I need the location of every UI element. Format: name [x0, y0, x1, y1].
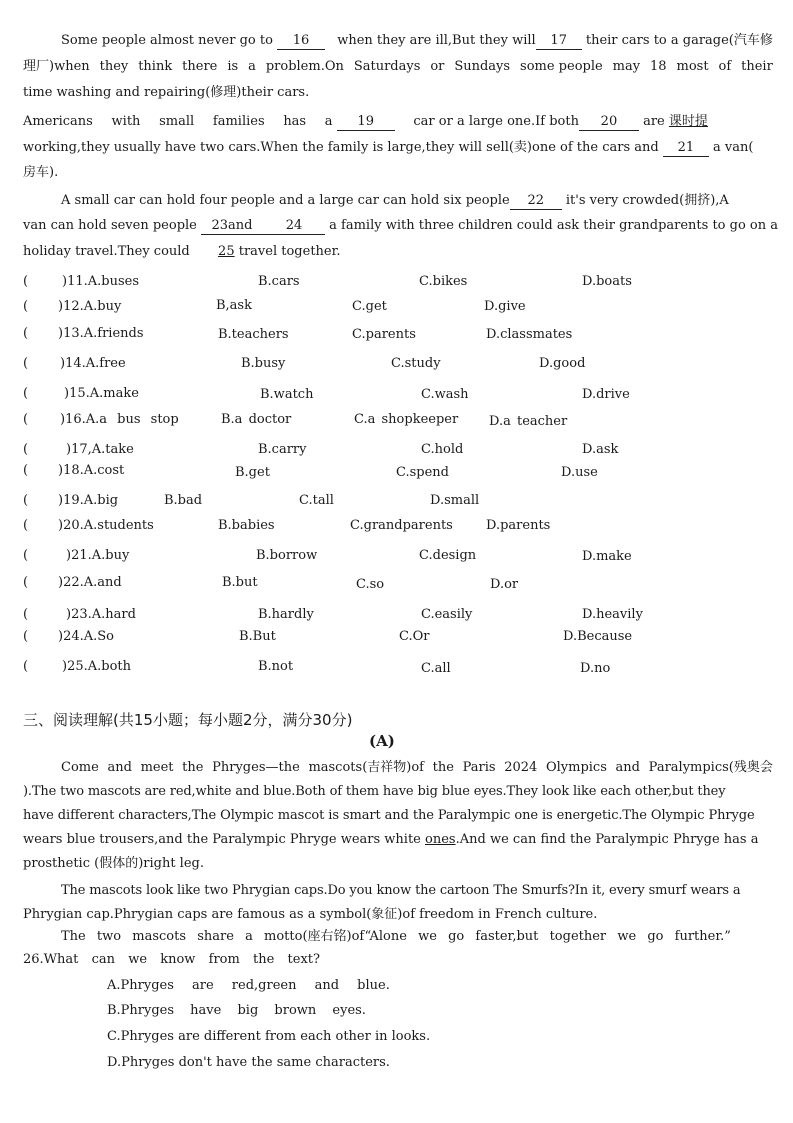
- option-a[interactable]: )18.A.cost: [58, 463, 125, 478]
- option-c[interactable]: C.hold: [421, 442, 464, 457]
- reading-p1-line2: ).The two mascots are red,white and blue.Both of them have big blue eyes.They look like each other,but they: [23, 784, 726, 799]
- option-a[interactable]: )25.A.both: [62, 659, 132, 674]
- option-d[interactable]: D.good: [539, 356, 586, 371]
- option-d[interactable]: D.a teacher: [489, 414, 568, 429]
- option-b[interactable]: B.cars: [258, 274, 300, 289]
- option-d[interactable]: D.or: [490, 577, 519, 592]
- option-b[interactable]: B.teachers: [218, 327, 289, 342]
- option-d[interactable]: D.ask: [582, 442, 619, 457]
- option-c[interactable]: C.study: [391, 356, 441, 371]
- option-c[interactable]: C.all: [421, 661, 451, 676]
- answer-paren[interactable]: (: [23, 386, 29, 401]
- option-a[interactable]: )14.A.free: [60, 356, 126, 371]
- blank-22[interactable]: 22: [510, 193, 562, 210]
- option-c[interactable]: C.bikes: [419, 274, 468, 289]
- option-b[interactable]: B.hardly: [258, 607, 314, 622]
- question-26-stem: 26.What can we know from the text?: [23, 952, 320, 967]
- answer-paren[interactable]: (: [23, 463, 29, 478]
- option-c[interactable]: C.design: [419, 548, 477, 563]
- option-b[interactable]: B.But: [239, 629, 276, 644]
- option-c[interactable]: C.easily: [421, 607, 473, 622]
- answer-paren[interactable]: (: [23, 356, 29, 371]
- option-a[interactable]: )12.A.buy: [58, 299, 122, 314]
- cloze-p1-line1: Some people almost never go to 16 when they are ill,But they will 17 their cars to a garage(汽车修: [61, 33, 773, 48]
- option-b[interactable]: B.bad: [164, 493, 203, 508]
- answer-paren[interactable]: (: [23, 493, 29, 508]
- passage-label: (A): [369, 732, 395, 750]
- reading-p1-line4: wears blue trousers,and the Paralympic Phryge wears white ones.And we can find the Paralympic Phryge has a: [23, 832, 759, 847]
- blank-23[interactable]: 23and: [201, 218, 263, 235]
- option-a[interactable]: )13.A.friends: [58, 326, 144, 341]
- option-b[interactable]: B.get: [235, 465, 270, 480]
- option-d[interactable]: D.drive: [582, 387, 630, 402]
- option-c[interactable]: C.Or: [399, 629, 430, 644]
- cloze-p2-line3: 房车).: [23, 165, 59, 180]
- option-c[interactable]: C.a shopkeeper: [354, 412, 459, 427]
- option-a[interactable]: )23.A.hard: [66, 607, 136, 622]
- blank-16[interactable]: 16: [277, 33, 325, 50]
- option-b[interactable]: B.a doctor: [221, 412, 292, 427]
- option-c[interactable]: C.grandparents: [350, 518, 453, 533]
- blank-17[interactable]: 17: [536, 33, 582, 50]
- option-a[interactable]: )24.A.So: [58, 629, 114, 644]
- option-d[interactable]: D.parents: [486, 518, 551, 533]
- answer-paren[interactable]: (: [23, 518, 29, 533]
- option-d[interactable]: D.Because: [563, 629, 633, 644]
- option-a[interactable]: )19.A.big: [58, 493, 119, 508]
- answer-paren[interactable]: (: [23, 548, 29, 563]
- reading-p1-line3: have different characters,The Olympic mascot is smart and the Paralympic one is energetic.The Olympic Phryge: [23, 808, 755, 823]
- option-c[interactable]: C.get: [352, 299, 387, 314]
- option-d[interactable]: D.make: [582, 549, 632, 564]
- answer-paren[interactable]: (: [23, 412, 29, 427]
- option-a[interactable]: )22.A.and: [58, 575, 122, 590]
- blank-21[interactable]: 21: [663, 140, 709, 157]
- option-d[interactable]: D.classmates: [486, 327, 573, 342]
- q26-option-d[interactable]: D.Phryges don't have the same characters.: [107, 1055, 390, 1070]
- blank-20[interactable]: 20: [579, 114, 639, 131]
- q26-option-c[interactable]: C.Phryges are different from each other in looks.: [107, 1029, 431, 1044]
- cloze-p1-line2: 理厂)when they think there is a problem.On Saturdays or Sundays some people may 18 most of their: [23, 59, 773, 74]
- option-b[interactable]: B.carry: [258, 442, 307, 457]
- cloze-p2-line1: Americans with small families has a 19 car or a large one.If both 20 are 课时提: [23, 114, 708, 129]
- option-a[interactable]: )20.A.students: [58, 518, 154, 533]
- cloze-p3-line1: A small car can hold four people and a large car can hold six people 22 it's very crowded(拥挤),A: [61, 193, 729, 208]
- answer-paren[interactable]: (: [23, 442, 29, 457]
- reading-p2-line1: The mascots look like two Phrygian caps.Do you know the cartoon The Smurfs?In it, every smurf wears a: [61, 883, 741, 898]
- option-c[interactable]: C.parents: [352, 327, 416, 342]
- cloze-p2-line2: working,they usually have two cars.When the family is large,they will sell(卖)one of the cars and 21 a van(: [23, 140, 754, 155]
- option-d[interactable]: D.boats: [582, 274, 632, 289]
- cloze-p3-line3: holiday travel.They could 25 travel together.: [23, 244, 341, 259]
- option-a[interactable]: )21.A.buy: [66, 548, 130, 563]
- reading-p1-line1: Come and meet the Phryges—the mascots(吉祥物)of the Paris 2024 Olympics and Paralympics(残奥会: [61, 760, 773, 775]
- option-a[interactable]: )15.A.make: [64, 386, 139, 401]
- option-a[interactable]: )16.A.a bus stop: [60, 412, 179, 427]
- option-c[interactable]: C.wash: [421, 387, 469, 402]
- answer-paren[interactable]: (: [23, 274, 29, 289]
- reading-p1-line5: prosthetic (假体的)right leg.: [23, 856, 204, 871]
- option-b[interactable]: B.watch: [260, 387, 314, 402]
- option-c[interactable]: C.spend: [396, 465, 449, 480]
- option-b[interactable]: B.not: [258, 659, 294, 674]
- option-b[interactable]: B.borrow: [256, 548, 318, 563]
- option-b[interactable]: B.but: [222, 575, 258, 590]
- underlined-word: ones: [425, 832, 456, 847]
- option-b[interactable]: B,ask: [216, 298, 252, 313]
- blank-25[interactable]: 25: [218, 244, 235, 259]
- option-a[interactable]: )17,A.take: [66, 442, 134, 457]
- option-d[interactable]: D.use: [561, 465, 598, 480]
- section-heading: 三、阅读理解(共15小题；每小题2分，满分30分): [23, 711, 353, 729]
- option-b[interactable]: B.babies: [218, 518, 275, 533]
- answer-paren[interactable]: (: [23, 299, 29, 314]
- reading-p3-line1: The two mascots share a motto(座右铭)of“Alone we go faster,but together we go further.”: [61, 929, 731, 944]
- answer-paren[interactable]: (: [23, 607, 29, 622]
- answer-paren[interactable]: (: [23, 629, 29, 644]
- cloze-p1-line3: time washing and repairing(修理)their cars.: [23, 85, 310, 100]
- option-d[interactable]: D.give: [484, 299, 526, 314]
- answer-paren[interactable]: (: [23, 659, 29, 674]
- option-b[interactable]: B.busy: [241, 356, 286, 371]
- q26-option-b[interactable]: B.Phryges have big brown eyes.: [107, 1003, 366, 1018]
- answer-paren[interactable]: (: [23, 575, 29, 590]
- option-d[interactable]: D.small: [430, 493, 480, 508]
- option-c[interactable]: C.tall: [299, 493, 334, 508]
- cloze-p3-line2: van can hold seven people 23and 24 a family with three children could ask their grandparents to go on a: [23, 218, 778, 233]
- option-a[interactable]: )11.A.buses: [62, 274, 139, 289]
- option-d[interactable]: D.no: [580, 661, 611, 676]
- q26-option-a[interactable]: A.Phryges are red,green and blue.: [107, 978, 390, 993]
- answer-paren[interactable]: (: [23, 326, 29, 341]
- option-c[interactable]: C.so: [356, 577, 385, 592]
- blank-19[interactable]: 19: [337, 114, 395, 131]
- reading-p2-line2: Phrygian cap.Phrygian caps are famous as a symbol(象征)of freedom in French culture.: [23, 907, 598, 922]
- option-d[interactable]: D.heavily: [582, 607, 643, 622]
- blank-24[interactable]: 24: [263, 218, 325, 235]
